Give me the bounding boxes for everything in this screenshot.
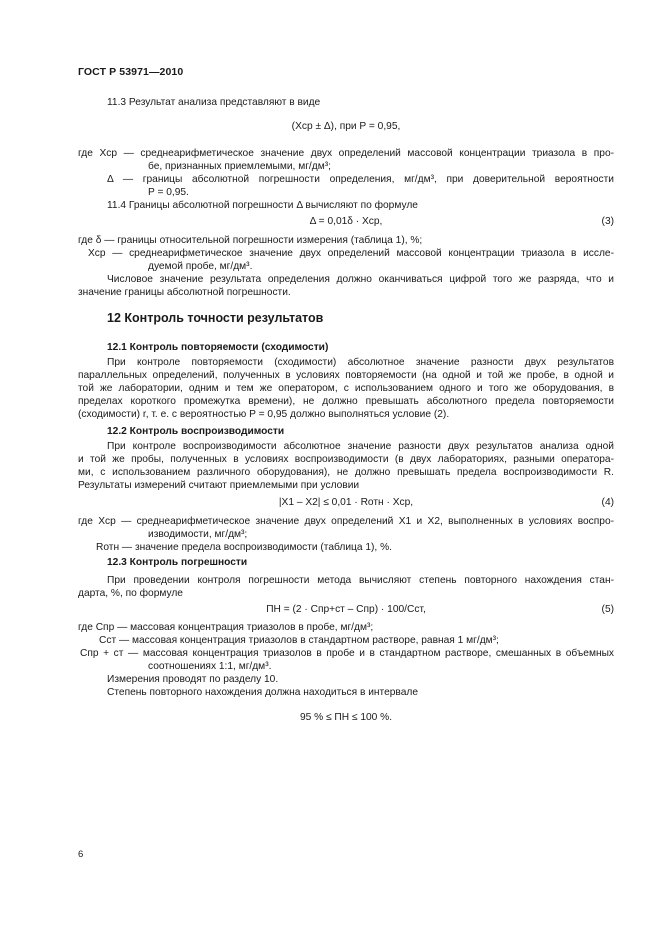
where-cst: Cст — массовая концентрация триазолов в стандартном растворе, равная 1 мг/дм³; bbox=[99, 635, 499, 646]
where-delta-line-1: Δ — границы абсолютной погрешности определения, мг/дм³, при доверительной вероятности bbox=[107, 174, 614, 185]
sub2-line-2: и той же пробы, полученных в условиях воспроизводимости (в двух лабораториях, разными оператора- bbox=[78, 454, 614, 465]
formula-range: 95 % ≤ ПН ≤ 100 %. bbox=[299, 712, 393, 723]
where-xsr3-line-1: где Xср — среднеарифметическое значение двух определений X1 и X2, выполненных в условиях воспро- bbox=[78, 516, 614, 527]
page-number: 6 bbox=[78, 849, 84, 860]
paragraph-11-3-intro: 11.3 Результат анализа представляют в виде bbox=[107, 97, 321, 108]
where-cprst-line-1: Cпр + ст — массовая концентрация триазолов в пробе и в стандартном растворе, смешанных в объемных bbox=[80, 648, 614, 659]
equation-number-5: (5) bbox=[601, 604, 614, 615]
formula-result: (Xср ± Δ), при P = 0,95, bbox=[291, 121, 401, 132]
sub2-line-1: При контроле воспроизводимости абсолютное значение разности двух результатов анализа одной bbox=[107, 441, 614, 452]
sub1-line-4: пределах короткого промежутка времени), не должно превышать абсолютного предела повторяемости bbox=[78, 396, 614, 407]
sub3-line-2: дарта, %, по формуле bbox=[78, 588, 183, 599]
formula-3: Δ = 0,01δ · Xср, bbox=[309, 216, 383, 227]
sub3-measurement-note: Измерения проводят по разделу 10. bbox=[107, 674, 279, 685]
where-rotn: Rотн — значение предела воспроизводимости (таблица 1), %. bbox=[96, 542, 392, 553]
sub3-line-1: При проведении контроля погрешности метода вычисляют степень повторного нахождения стан- bbox=[107, 575, 614, 586]
equation-number-3: (3) bbox=[601, 216, 614, 227]
where-delta-line-2: P = 0,95. bbox=[148, 187, 189, 198]
sub2-line-4: Результаты измерений считают приемлемыми при условии bbox=[78, 480, 360, 491]
document-header: ГОСТ Р 53971—2010 bbox=[78, 66, 184, 78]
where-xsr-line-2: бе, признанных приемлемыми, мг/дм³; bbox=[148, 161, 331, 172]
sub1-line-5: (сходимости) r, т. е. с вероятностью P = 0,95 должно выполняться условие (2). bbox=[78, 409, 450, 420]
sub1-line-1: При контроле повторяемости (сходимости) абсолютное значение разности двух результатов bbox=[107, 357, 614, 368]
subsection-12-2-title: 12.2 Контроль воспроизводимости bbox=[107, 426, 285, 437]
where-xsr-line-1: где Xср — среднеарифметическое значение двух определений массовой концентрации триазола в про- bbox=[78, 148, 614, 159]
note-line-1: Числовое значение результата определения должно оканчиваться цифрой того же разряда, что и bbox=[107, 274, 614, 285]
formula-5: ПН = (2 · Cпр+ст – Cпр) · 100/Cст, bbox=[266, 604, 426, 615]
subsection-12-1-title: 12.1 Контроль повторяемости (сходимости) bbox=[107, 342, 329, 353]
where-cprst-line-2: соотношениях 1:1, мг/дм³. bbox=[148, 661, 272, 672]
equation-number-4: (4) bbox=[601, 497, 614, 508]
where-cpr: где Cпр — массовая концентрация триазолов в пробе, мг/дм³; bbox=[78, 622, 374, 633]
sub1-line-3: той же лаборатории, одним и тем же оператором, с использованием одного и того же оборудования, в bbox=[78, 383, 614, 394]
where-xsr2-line-2: дуемой пробе, мг/дм³. bbox=[148, 261, 253, 272]
sub2-line-3: ми, с использованием различного оборудования), не должно превышать предела воспроизводимости R. bbox=[78, 467, 614, 478]
where-xsr3-line-2: изводимости, мг/дм³; bbox=[148, 529, 248, 540]
section-12-title: 12 Контроль точности результатов bbox=[107, 311, 324, 325]
formula-4: |X1 – X2| ≤ 0,01 · Rотн · Xср, bbox=[278, 497, 414, 508]
subsection-12-3-title: 12.3 Контроль погрешности bbox=[107, 557, 248, 568]
paragraph-11-4-intro: 11.4 Границы абсолютной погрешности Δ вычисляют по формуле bbox=[107, 200, 418, 211]
sub3-interval-intro: Степень повторного нахождения должна находиться в интервале bbox=[107, 687, 419, 698]
where-delta-rel: где δ — границы относительной погрешности измерения (таблица 1), %; bbox=[78, 235, 423, 246]
where-xsr2-line-1: Xср — среднеарифметическое значение двух определений массовой концентрации триазола в иссле- bbox=[88, 248, 614, 259]
sub1-line-2: параллельных определений, полученных в условиях повторяемости (на одной и той же пробе, в одной и bbox=[78, 370, 614, 381]
note-line-2: значение границы абсолютной погрешности. bbox=[78, 287, 291, 298]
